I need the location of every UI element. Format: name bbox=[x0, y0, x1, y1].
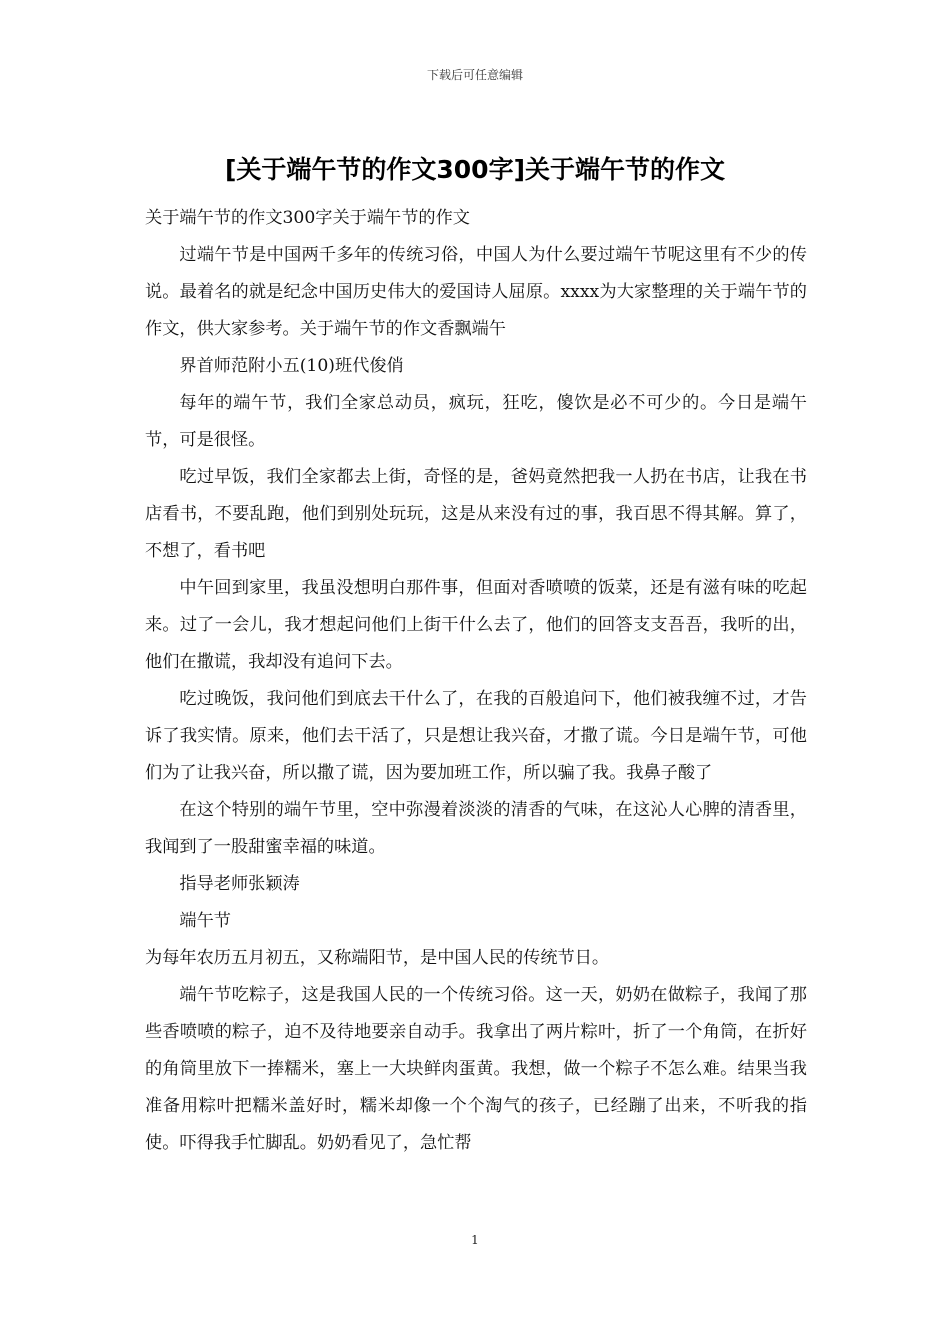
body-paragraph: 为每年农历五月初五，又称端阳节，是中国人民的传统节日。 bbox=[145, 948, 610, 968]
author-line: 界首师范附小五(10)班代俊俏 bbox=[179, 356, 404, 376]
subtitle-paragraph: 关于端午节的作文300字关于端午节的作文 bbox=[145, 208, 470, 228]
page-header-note: 下载后可任意编辑 bbox=[426, 68, 523, 82]
body-paragraph: 中午回到家里，我虽没想明白那件事，但面对香喷喷的饭菜，还是有滋有味的吃起来。过了一会儿，我才想起问他们上街干什么去了，他们的回答支支吾吾，我听的出，他们在撒谎，我却没有追问下去。 bbox=[145, 578, 807, 672]
body-paragraph: 过端午节是中国两千多年的传统习俗，中国人为什么要过端午节呢这里有不少的传说。最着名的就是纪念中国历史伟大的爱国诗人屈原。xxxx为大家整理的关于端午节的作文，供大家参考。关于端午节的作文香飘端午 bbox=[145, 245, 807, 339]
section-heading: 端午节 bbox=[179, 911, 231, 931]
document-title: [关于端午节的作文300字]关于端午节的作文 bbox=[224, 155, 726, 184]
body-paragraph: 端午节吃粽子，这是我国人民的一个传统习俗。这一天，奶奶在做粽子，我闻了那些香喷喷的粽子，迫不及待地要亲自动手。我拿出了两片粽叶，折了一个角筒，在折好的角筒里放下一捧糯米，塞上一大块鲜肉蛋黄。我想，做一个粽子不怎么难。结果当我准备用粽叶把糯米盖好时，糯米却像一个个淘气的孩子，已经蹦了出来，不听我的指使。吓得我手忙脚乱。奶奶看见了，急忙帮 bbox=[145, 985, 807, 1153]
page-number: 1 bbox=[471, 1233, 479, 1247]
body-paragraph: 每年的端午节，我们全家总动员，疯玩，狂吃，傻饮是必不可少的。今日是端午节，可是很怪。 bbox=[145, 393, 807, 450]
teacher-line: 指导老师张颖涛 bbox=[179, 874, 300, 894]
document-body bbox=[145, 200, 807, 1162]
body-paragraph: 在这个特别的端午节里，空中弥漫着淡淡的清香的气味，在这沁人心脾的清香里，我闻到了一股甜蜜幸福的味道。 bbox=[145, 800, 807, 857]
body-paragraph: 吃过晚饭，我问他们到底去干什么了，在我的百般追问下，他们被我缠不过，才告诉了我实情。原来，他们去干活了，只是想让我兴奋，才撒了谎。今日是端午节，可他们为了让我兴奋，所以撒了谎，因为要加班工作，所以骗了我。我鼻子酸了 bbox=[145, 689, 807, 783]
body-paragraph: 吃过早饭，我们全家都去上街，奇怪的是，爸妈竟然把我一人扔在书店，让我在书店看书，不要乱跑，他们到别处玩玩，这是从来没有过的事，我百思不得其解。算了，不想了，看书吧 bbox=[145, 467, 807, 561]
